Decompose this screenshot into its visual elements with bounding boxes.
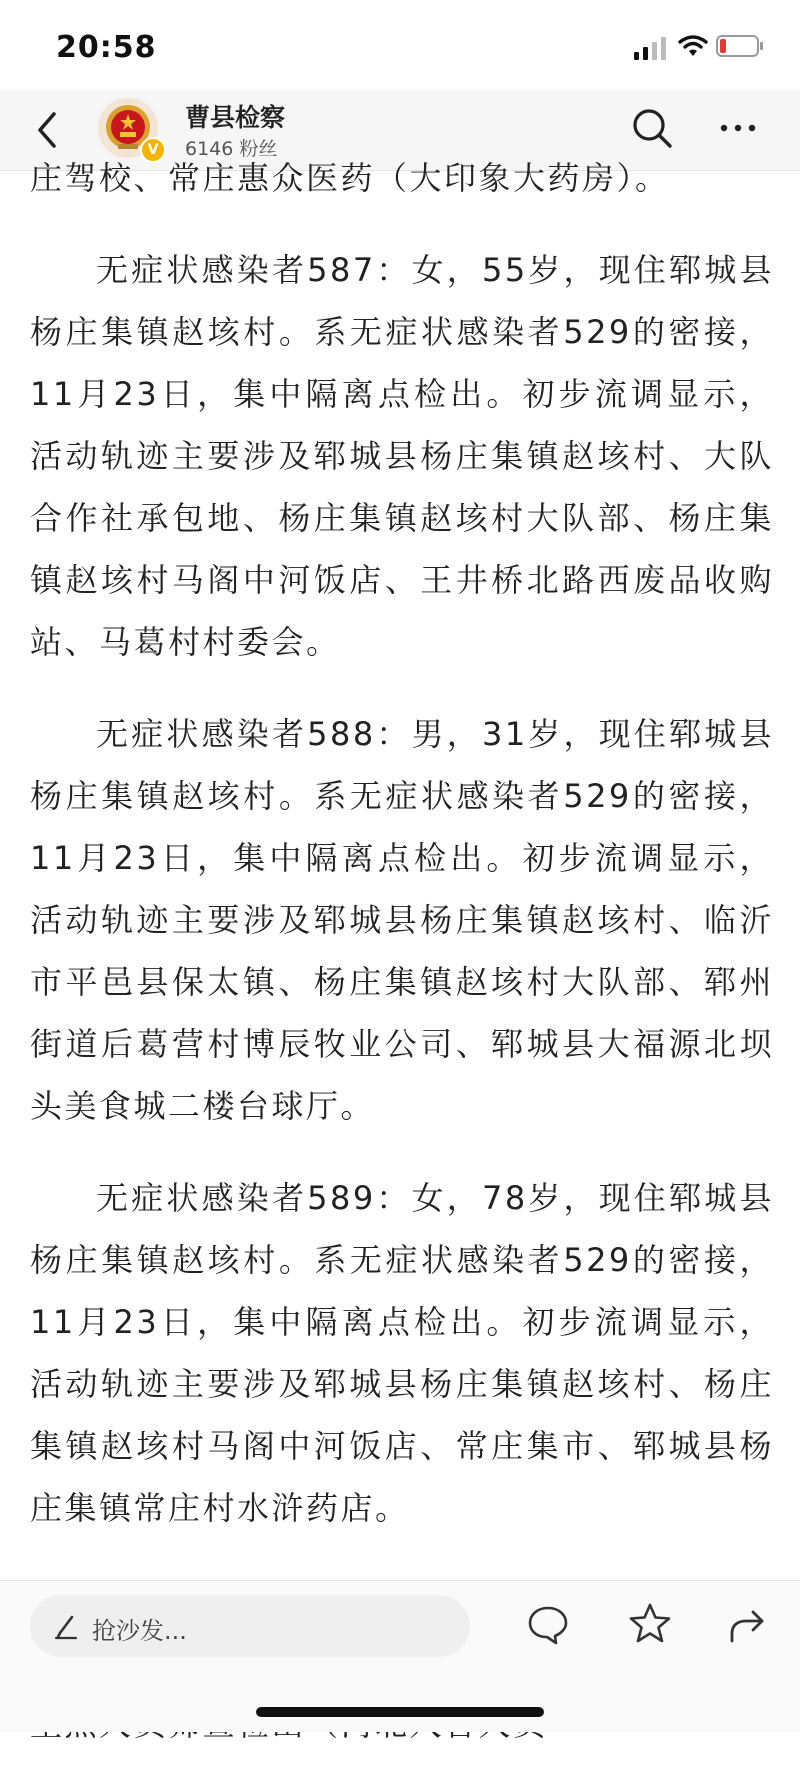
article-paragraph: 庄驾校、常庄惠众医药（大印象大药房）。 (30, 159, 670, 197)
pen-icon (52, 1611, 82, 1641)
article-text (30, 147, 774, 1785)
article-paragraph: 无症状感染者587：女，55岁，现住郓城县杨庄集镇赵垓村。系无症状感染者529的密接，11月23日，集中隔离点检出。初步流调显示，活动轨迹主要涉及郓城县杨庄集镇赵垓村、大队合作社承包地、杨庄集镇赵垓村大队部、杨庄集镇赵垓村马阁中河饭店、王井桥北路西废品收购站、马葛村村委会。 (30, 251, 774, 661)
article-paragraph: 无症状感染者588：男，31岁，现住郓城县杨庄集镇赵垓村。系无症状感染者529的密接，11月23日，集中隔离点检出。初步流调显示，活动轨迹主要涉及郓城县杨庄集镇赵垓村、临沂市平邑县保太镇、杨庄集镇赵垓村大队部、郓州街道后葛营村博辰牧业公司、郓城县大福源北坝头美食城二楼台球厅。 (30, 715, 774, 1125)
comment-icon[interactable] (526, 1603, 570, 1647)
bottom-action-bar (0, 1580, 800, 1732)
share-icon[interactable] (726, 1603, 770, 1647)
wifi-icon (678, 34, 708, 58)
article-paragraph: 无症状感染者589：女，78岁，现住郓城县杨庄集镇赵垓村。系无症状感染者529的密接，11月23日，集中隔离点检出。初步流调显示，活动轨迹主要涉及郓城县杨庄集镇赵垓村、杨庄集镇赵垓村马阁中河饭店、常庄集市、郓城县杨庄集镇常庄村水浒药店。 (30, 1179, 774, 1527)
more-icon[interactable] (714, 108, 762, 148)
fans-count: 6146 粉丝 (185, 138, 278, 160)
battery-icon (716, 35, 764, 57)
verified-badge: V (140, 137, 166, 163)
comment-placeholder: 抢沙发... (92, 1617, 187, 1645)
star-icon[interactable] (627, 1601, 673, 1647)
account-name[interactable]: 曹县检察 (185, 103, 286, 132)
cellular-signal-icon (634, 36, 666, 60)
chevron-left-icon[interactable] (30, 108, 66, 152)
search-icon[interactable] (630, 106, 674, 150)
article-body (0, 159, 800, 1580)
status-time: 20:58 (56, 30, 157, 65)
comment-input[interactable] (30, 1595, 470, 1657)
home-indicator (256, 1707, 544, 1717)
status-bar (0, 0, 800, 90)
